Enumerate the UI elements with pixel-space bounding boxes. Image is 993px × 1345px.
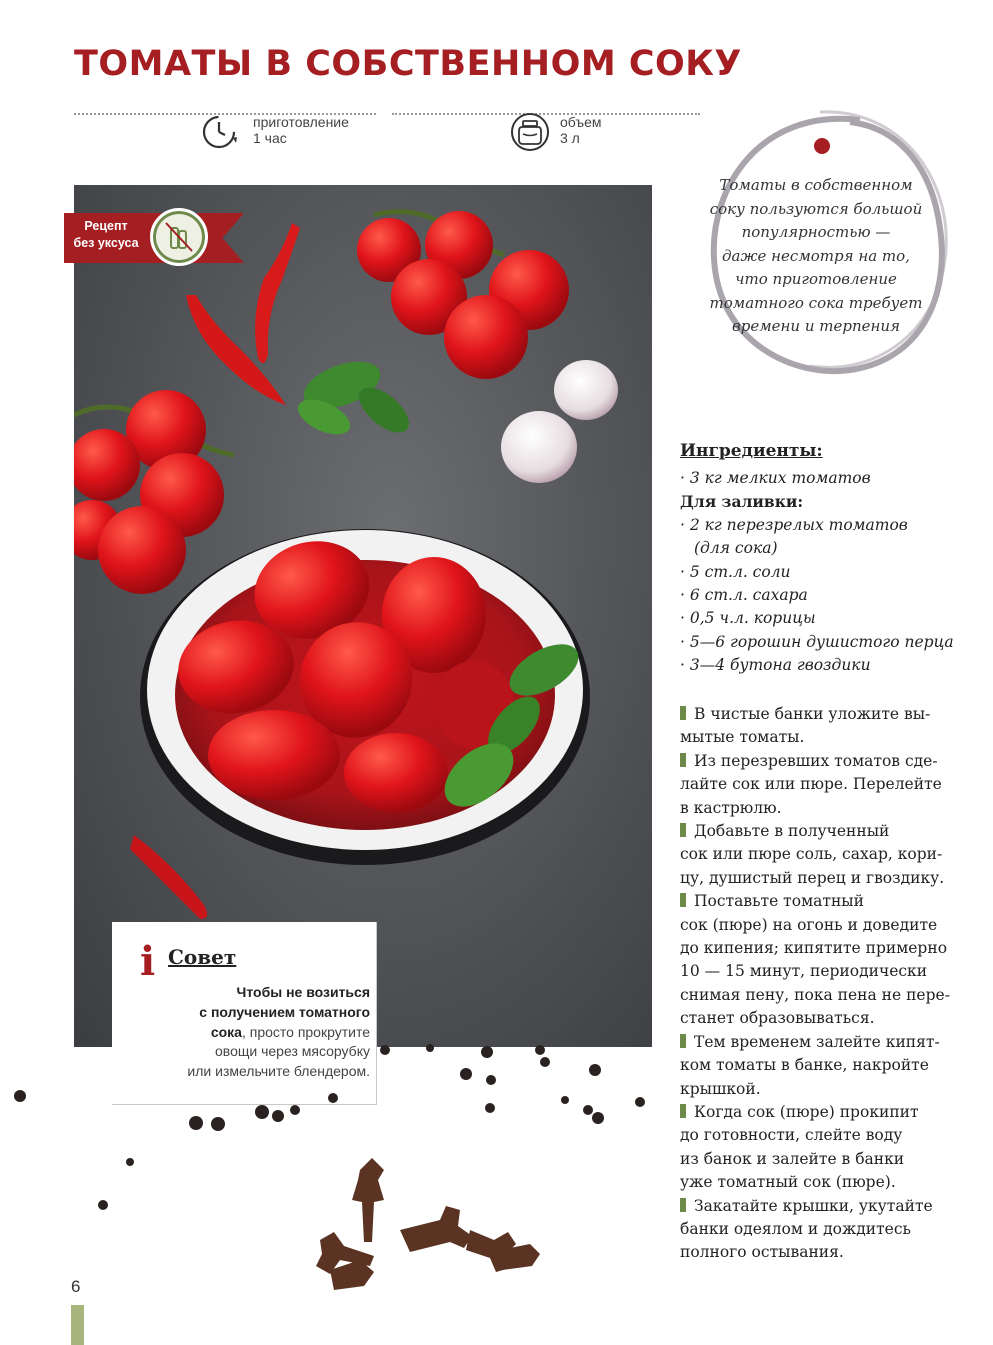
- step-line: банки одеялом и дождитесь: [680, 1219, 911, 1238]
- step-marker: [680, 1034, 686, 1048]
- quote-line: Томаты в собственном: [719, 176, 913, 194]
- tip-line-rest: , просто прокрутите: [241, 1023, 370, 1040]
- step-marker: [680, 706, 686, 720]
- step-line: лайте сок или пюре. Перелейте: [680, 775, 942, 794]
- volume-meta: [560, 114, 602, 146]
- recipe-photo: [74, 185, 652, 1047]
- ingredient-item: (для сока): [694, 539, 778, 558]
- step-line: [680, 1101, 980, 1124]
- recipe-title: ТОМАТЫ В СОБСТВЕННОМ СОКУ: [74, 44, 742, 84]
- step-line: снимая пену, пока пена не пере-: [680, 985, 950, 1004]
- ingredient-item: · 2 кг перезрелых томатов: [680, 515, 908, 534]
- step-line: цу, душистый перец и гвоздику.: [680, 868, 945, 887]
- ingredient-item: · 3 кг мелких томатов: [680, 469, 871, 487]
- step-line: из банок и залейте в банки: [680, 1149, 905, 1168]
- tip-line: или измельчите блендером.: [187, 1063, 370, 1080]
- badge-text: [64, 218, 148, 252]
- clock-icon: [200, 112, 242, 152]
- step-line: уже томатный сок (пюре).: [680, 1173, 896, 1192]
- step-line: [680, 750, 980, 773]
- volume-value: 3 л: [560, 130, 580, 146]
- tip-bold-line: Чтобы не возиться: [236, 984, 370, 1000]
- quote-line: что приготовление: [735, 270, 897, 288]
- ingredient-item: · 3—4 бутона гвоздики: [680, 656, 871, 675]
- step-line: сок или пюре соль, сахар, кори-: [680, 845, 943, 864]
- step-text: В чистые банки уложите вы-: [694, 705, 931, 723]
- step-line: сок (пюре) на огонь и доведите: [680, 915, 938, 934]
- ingredient-item: · 6 ст.л. сахара: [680, 586, 808, 605]
- step-text: Закатайте крышки, укутайте: [694, 1196, 933, 1215]
- step-line: в кастрюлю.: [680, 798, 782, 817]
- quote-line: соку пользуются большой: [709, 199, 923, 218]
- step-line: [680, 1031, 980, 1054]
- ingredients-list: [680, 467, 980, 678]
- no-vinegar-icon: [150, 208, 208, 266]
- badge-line-1: Рецепт: [84, 219, 128, 233]
- tip-title: Совет: [168, 945, 237, 969]
- step-line: ком томаты в банке, накройте: [680, 1056, 929, 1075]
- ingredient-item: · 5 ст.л. соли: [680, 562, 791, 581]
- steps-list: [680, 703, 980, 1265]
- tip-line: овощи через мясорубку: [215, 1043, 370, 1060]
- quote-line: томатного сока требует: [709, 293, 923, 312]
- ingredient-item: · 5—6 горошин душистого перца: [680, 632, 954, 651]
- quote-text: [700, 174, 932, 339]
- step-text: Из перезревших томатов сде-: [694, 751, 938, 770]
- step-text: Тем временем залейте кипят-: [694, 1032, 940, 1051]
- step-line: крышкой.: [680, 1079, 761, 1098]
- step-line: [680, 1195, 980, 1218]
- ingredient-item: · 0,5 ч.л. корицы: [680, 609, 816, 628]
- quote-line: времени и терпения: [732, 317, 900, 335]
- step-line: [680, 820, 980, 843]
- jar-icon: [510, 112, 550, 152]
- page-number: 6: [71, 1277, 81, 1296]
- step-line: станет образовываться.: [680, 1009, 875, 1028]
- step-marker: [680, 753, 686, 767]
- filling-title: Для заливки:: [680, 492, 804, 512]
- spices-decoration: [0, 1040, 660, 1300]
- step-marker: [680, 823, 686, 837]
- quote-line: популярностью —: [741, 223, 891, 241]
- ingredients-title: Ингредиенты:: [680, 441, 823, 461]
- volume-label: объем: [560, 114, 602, 130]
- step-text: Добавьте в полученный: [694, 822, 890, 841]
- step-line: [680, 890, 980, 913]
- step-line: мытые томаты.: [680, 728, 805, 747]
- step-line: [680, 703, 980, 726]
- info-icon: i: [140, 938, 156, 985]
- step-marker: [680, 1104, 686, 1118]
- page-bar: [71, 1305, 84, 1345]
- tip-bold-word: сока: [210, 1023, 242, 1040]
- step-marker: [680, 893, 686, 907]
- step-text: Поставьте томатный: [694, 892, 864, 911]
- step-line: 10 — 15 минут, периодически: [680, 962, 928, 981]
- prep-label: приготовление: [253, 114, 349, 130]
- step-text: Когда сок (пюре) прокипит: [694, 1102, 919, 1121]
- tip-bold-line: с получением томатного: [199, 1003, 370, 1020]
- step-line: полного остывания.: [680, 1243, 844, 1262]
- step-marker: [680, 1198, 686, 1212]
- badge-line-2: без уксуса: [73, 236, 139, 250]
- quote-line: даже несмотря на то,: [722, 246, 910, 265]
- step-line: до кипения; кипятите примерно: [680, 939, 948, 958]
- prep-meta: [253, 114, 349, 146]
- prep-value: 1 час: [253, 130, 287, 146]
- step-line: до готовности, слейте воду: [680, 1126, 903, 1145]
